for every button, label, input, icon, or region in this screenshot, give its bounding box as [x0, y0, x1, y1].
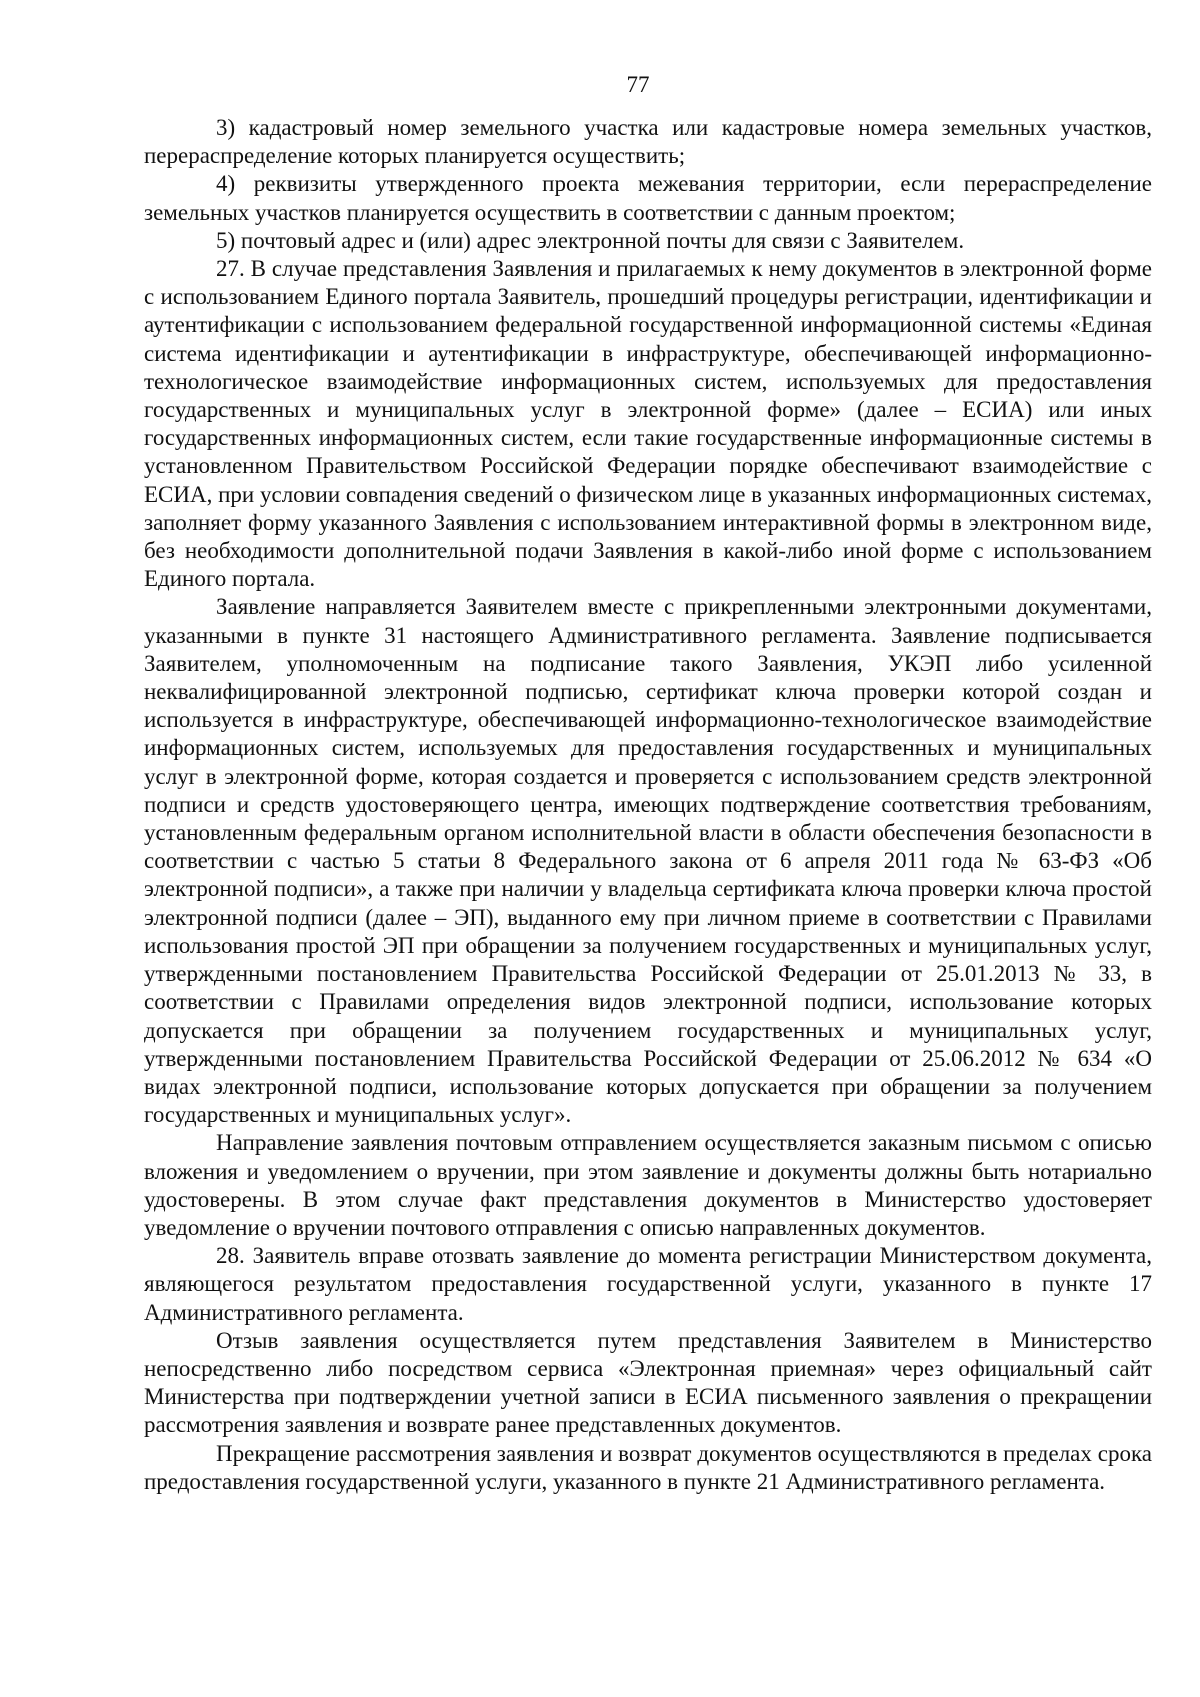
paragraph-signing-requirements: Заявление направляется Заявителем вместе с прикрепленными электронными документами, указанными в пункте 31 настоящего Административного регламента. Заявление подписывается Заявителем, уполномоченным на подписание такого Заявления, УКЭП либо усиленной неквалифицированной электронной подписью, сертификат ключа проверки которой создан и используется в инфраструктуре, обеспечивающей информационно-технологическое взаимодействие информационных систем, используемых для предоставления государственных и муниципальных услуг в электронной форме, которая создается и проверяется с использованием средств электронной подписи и средств удостоверяющего центра, имеющих подтверждение соответствия требованиям, установленным федеральным органом исполнительной власти в области обеспечения безопасности в соответствии с частью 5 статьи 8 Федерального закона от 6 апреля 2011 года № 63-ФЗ «Об электронной подписи», а также при наличии у владельца сертификата ключа проверки ключа простой электронной подписи (далее – ЭП), выданного ему при личном приеме в соответствии с Правилами использования простой ЭП при обращении за получением государственных и муниципальных услуг, утвержденными постановлением Правительства Российской Федерации от 25.01.2013 № 33, в соответствии с Правилами определения видов электронной подписи, использование которых допускается при обращении за получением государственных и муниципальных услуг, утвержденными постановлением Правительства Российской Федерации от 25.06.2012 № 634 «О видах электронной подписи, использование которых допускается при обращении за получением государственных и муниципальных услуг». — [144, 594, 1152, 1128]
paragraph-postal-submission: Направление заявления почтовым отправлением осуществляется заказным письмом с описью вложения и уведомлением о вручении, при этом заявление и документы должны быть нотариально удостоверены. В этом случае факт представления документов в Министерство удостоверяет уведомление о вручении почтового отправления с описью направленных документов. — [144, 1130, 1152, 1240]
page-number: 77 — [626, 72, 650, 97]
paragraph-clause-28: 28. Заявитель вправе отозвать заявление до момента регистрации Министерством документа, являющегося результатом предоставления государственной услуги, указанного в пункте 17 Административного регламента. — [144, 1243, 1152, 1325]
paragraph-withdrawal-procedure: Отзыв заявления осуществляется путем представления Заявителем в Министерство непосредственно либо посредством сервиса «Электронная приемная» через официальный сайт Министерства при подтверждении учетной записи в ЕСИА письменного заявления о прекращении рассмотрения заявления и возврате ранее представленных документов. — [144, 1327, 1152, 1438]
paragraph-clause-27: 27. В случае представления Заявления и прилагаемых к нему документов в электронной форме с использованием Единого портала Заявитель, прошедший процедуры регистрации, идентификации и аутентификации с использованием федеральной государственной информационной системы «Единая система идентификации и аутентификации в инфраструктуре, обеспечивающей информационно-технологическое взаимодействие информационных систем, используемых для предоставления государственных и муниципальных услуг в электронной форме» (далее – ЕСИА) или иных государственных информационных систем, если такие государственные информационные системы в установленном Правительством Российской Федерации порядке обеспечивают взаимодействие с ЕСИА, при условии совпадения сведений о физическом лице в указанных информационных системах, заполняет форму указанного Заявления с использованием интерактивной формы в электронном виде, без необходимости дополнительной подачи Заявления в какой-либо иной форме с использованием Единого портала. — [144, 256, 1152, 592]
document-body — [144, 114, 1152, 1496]
paragraph-termination-terms: Прекращение рассмотрения заявления и возврат документов осуществляются в пределах срока предоставления государственной услуги, указанного в пункте 21 Административного регламента. — [144, 1440, 1152, 1494]
paragraph-item-3: 3) кадастровый номер земельного участка или кадастровые номера земельных участков, перераспределение которых планируется осуществить; — [144, 115, 1152, 169]
paragraph-item-4: 4) реквизиты утвержденного проекта межевания территории, если перераспределение земельных участков планируется осуществить в соответствии с данным проектом; — [144, 171, 1152, 225]
paragraph-item-5: 5) почтовый адрес и (или) адрес электронной почты для связи с Заявителем. — [216, 227, 965, 253]
